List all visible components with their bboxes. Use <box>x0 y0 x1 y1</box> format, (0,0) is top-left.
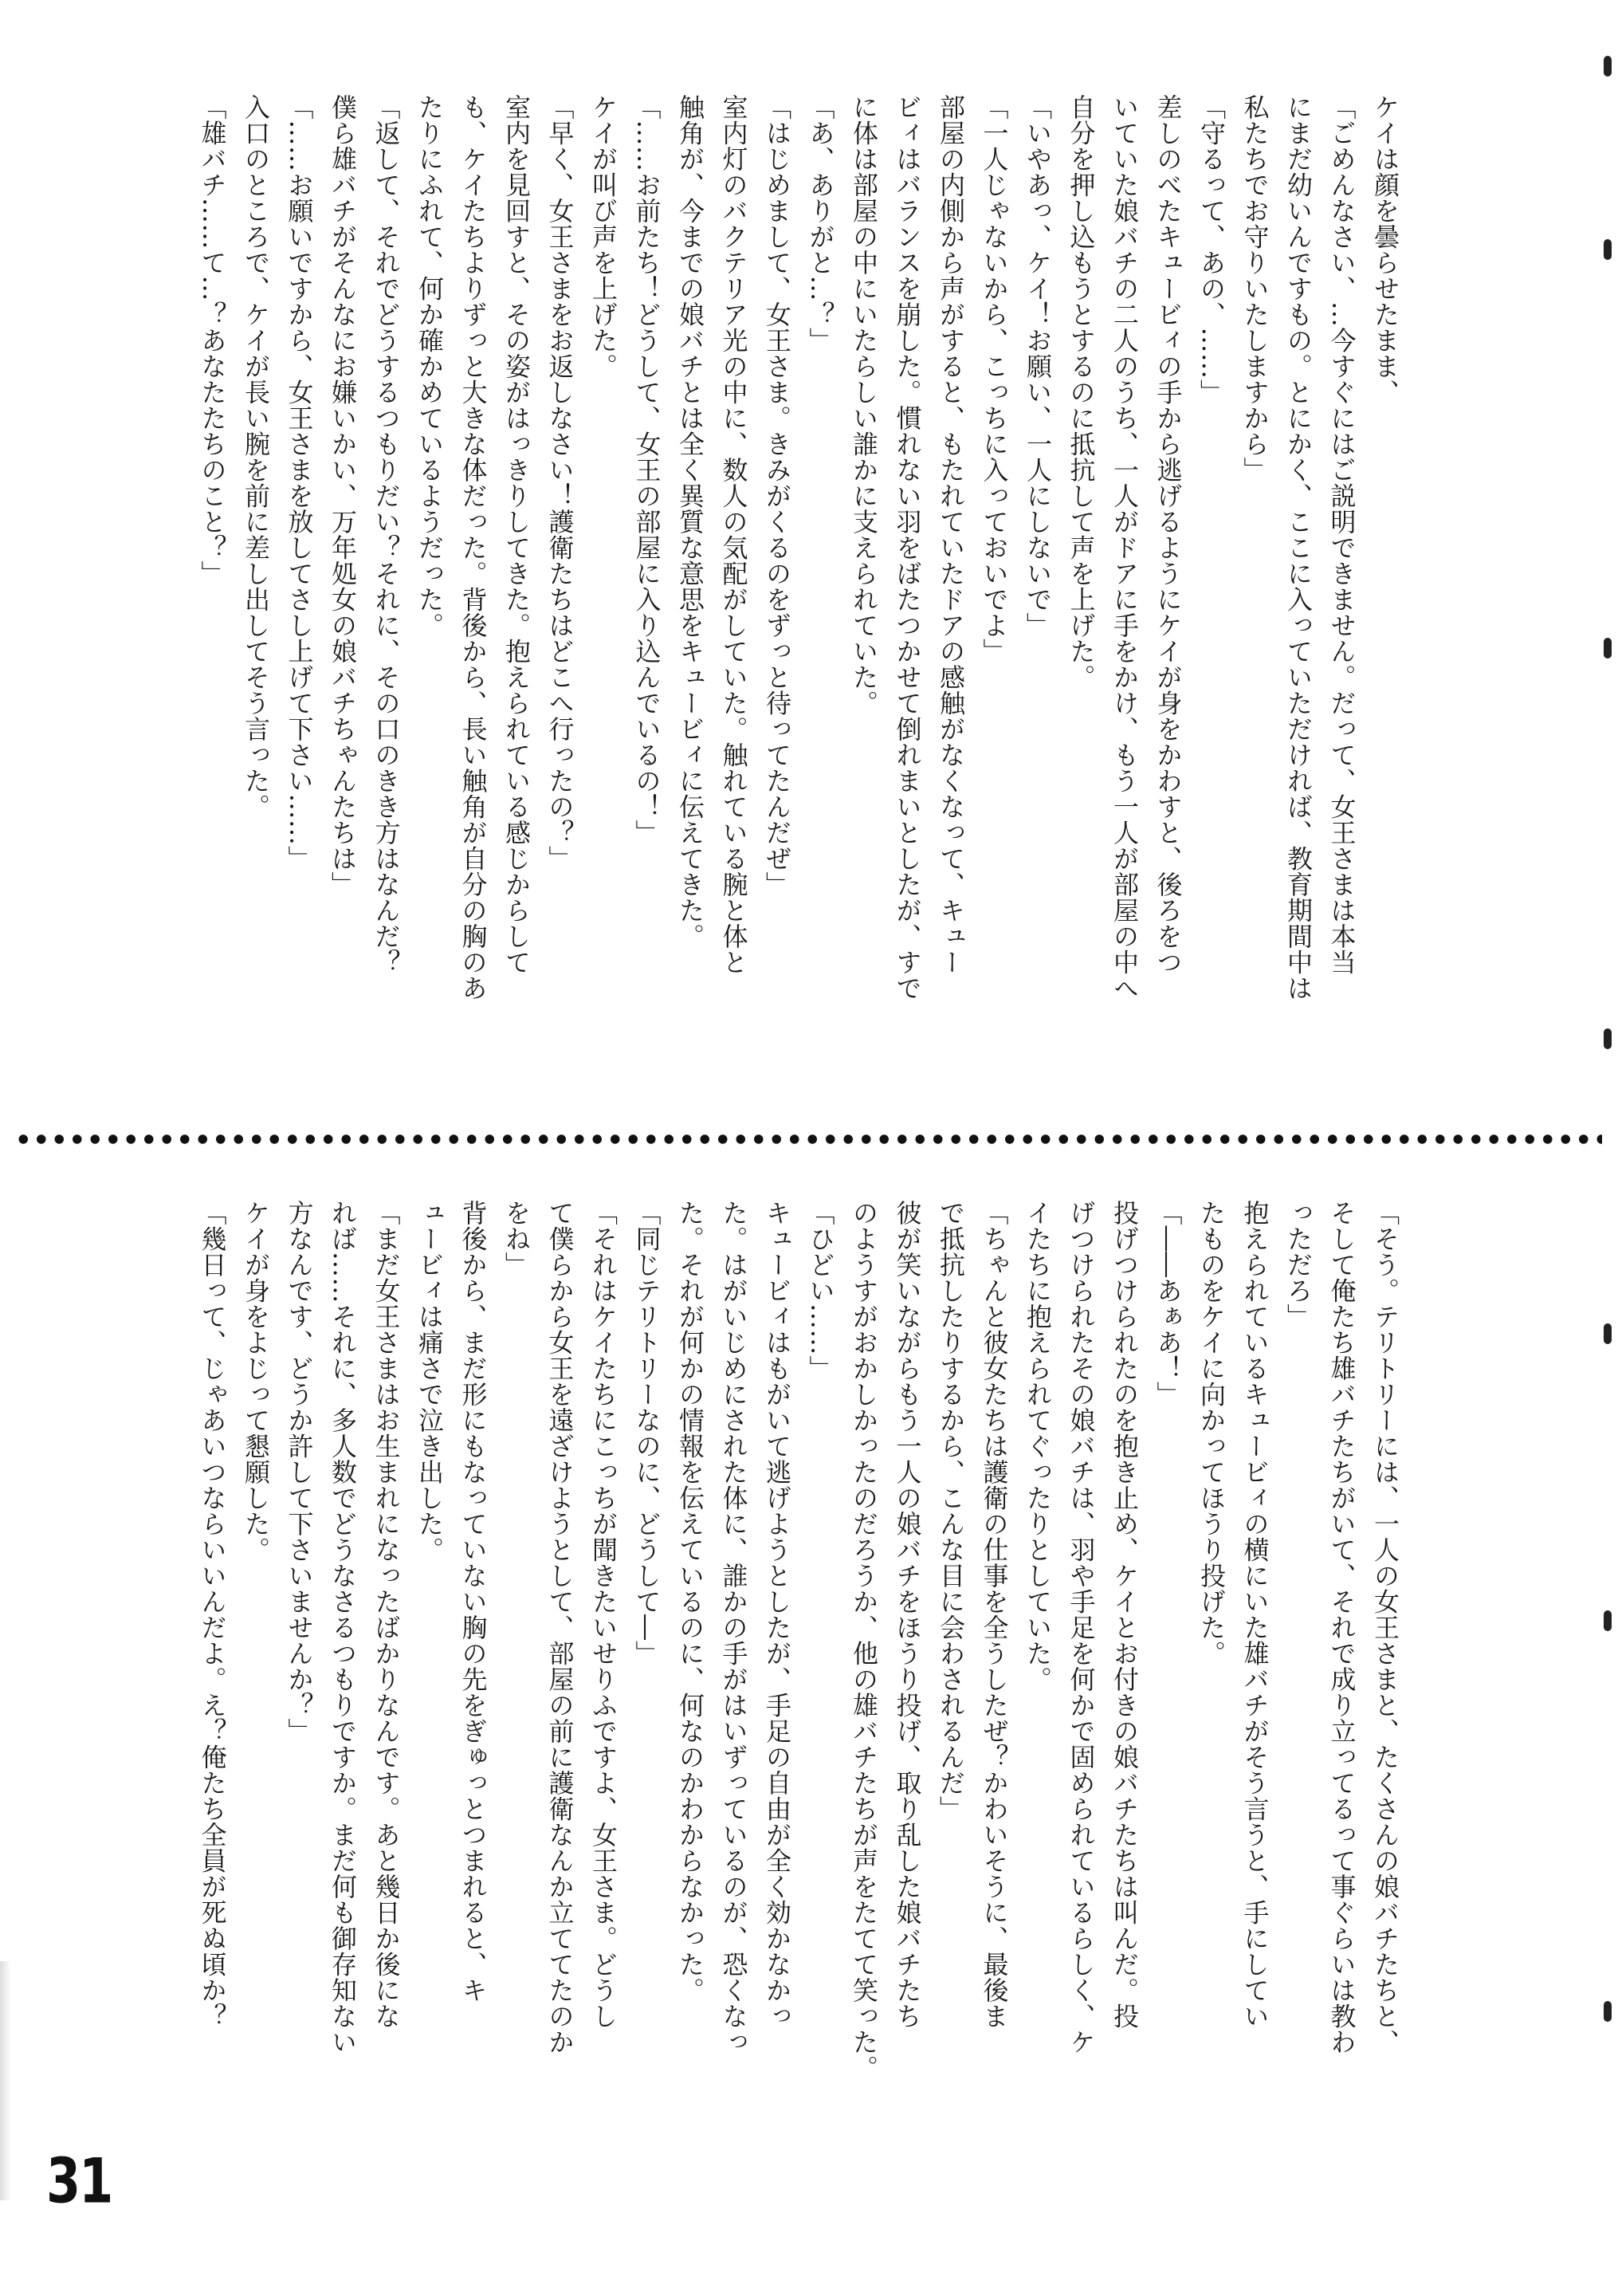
text-line: キュービィはもがいて逃げようとしたが、手足の自由が全く効かなかっ <box>762 1200 792 2029</box>
text-line: 「……お前たち！どうして、女王の部屋に入り込んでいるの！」 <box>631 94 662 846</box>
text-line: にまだ幼いんですもの。とにかく、ここに入っていただければ、教育期間中は <box>1283 94 1314 1001</box>
text-line: をね」 <box>501 1200 532 1278</box>
text-line: 「あ、ありがと…？」 <box>805 94 836 353</box>
text-line: たりにふれて、何か確かめているようだった。 <box>414 94 445 639</box>
text-block-bottom <box>190 1200 1407 2196</box>
text-line: 「――あぁあ！」 <box>1153 1200 1184 1407</box>
text-line: 「ちゃんと彼女たちは護衛の仕事を全うしたぜ？かわいそうに、最後ま <box>979 1200 1010 2029</box>
text-line: 背後から、まだ形にもなっていない胸の先をぎゅっとつまれると、キ <box>458 1200 489 2003</box>
text-line: イたちに抱えられてぐったりとしていた。 <box>1023 1200 1053 1693</box>
text-block-top <box>190 94 1407 1091</box>
text-line: 方なんです、どうか許して下さいませんか？」 <box>284 1200 315 1744</box>
text-line: 「それはケイたちにこっちが聞きたいせりふですよ、女王さま。どうし <box>588 1200 619 2029</box>
text-line: っただろ」 <box>1283 1200 1314 1330</box>
text-line: た。それが何かの情報を伝えているのに、何なのかわからなかった。 <box>675 1200 705 2003</box>
text-line: そして俺たち雄バチたちがいて、それで成り立ってるって事ぐらいは教わ <box>1326 1200 1357 2055</box>
text-line: ュービィは痛さで泣き出した。 <box>414 1200 445 1563</box>
scan-edge-shadow <box>0 1961 11 2200</box>
text-line: れば……それに、多人数でどうなさるつもりですか。まだ何も御存知ない <box>328 1200 358 2055</box>
text-line: 触角が、今までの娘バチとは全く異質な意思をキュービィに伝えてきた。 <box>675 94 705 949</box>
text-line: 「早く、女王さまをお返しなさい！護衛たちはどこへ行ったの？」 <box>544 94 575 871</box>
text-line: 「一人じゃないから、こっちに入っておいでよ」 <box>979 94 1010 664</box>
text-line: 投げつけられたのを抱き止め、ケイとお付きの娘バチたちは叫んだ。投 <box>1109 1200 1140 2029</box>
text-line: 「いやあっ、ケイ！お願い、一人にしないで」 <box>1023 94 1053 639</box>
text-line: 室内灯のバクテリア光の中に、数人の気配がしていた。触れている腕と体と <box>718 94 749 975</box>
text-line: も、ケイたちよりずっと大きな体だった。背後から、長い触角が自分の胸のあ <box>458 94 489 1001</box>
text-line: 「返して、それでどうするつもりだい？それに、その口のきき方はなんだ？ <box>371 94 402 975</box>
text-line: 抱えられているキュービィの横にいた雄バチがそう言うと、手にしてい <box>1239 1200 1270 2029</box>
text-line: で抵抗したりするから、こんな目に会わされるんだ」 <box>936 1200 966 1822</box>
text-line: ケイが身をよじって懇願した。 <box>241 1200 271 1563</box>
page-number: 31 <box>46 2145 112 2218</box>
text-line: げつけられたその娘バチは、羽や手足を何かで固められているらしく、ケ <box>1066 1200 1097 2055</box>
text-line: 入口のところで、ケイが長い腕を前に差し出してそう言った。 <box>241 94 271 820</box>
text-line: に体は部屋の中にいたらしい誰かに支えられていた。 <box>849 94 879 716</box>
text-line: 私たちでお守りいたしますから」 <box>1239 94 1270 483</box>
text-line: 「……お願いですから、女王さまを放してさし上げて下さい……」 <box>284 94 315 871</box>
text-line: 「ひどい……」 <box>805 1200 836 1382</box>
text-line: 「まだ女王さまはお生まれになったばかりなんです。あと幾日か後にな <box>371 1200 402 2029</box>
text-line: 彼が笑いながらもう一人の娘バチをほうり投げ、取り乱した娘バチたち <box>892 1200 923 2029</box>
text-line: ケイは顔を曇らせたまま、 <box>1370 94 1400 405</box>
text-line: たものをケイに向かってほうり投げた。 <box>1196 1200 1227 1666</box>
text-line: 「はじめまして、女王さま。きみがくるのをずっと待ってたんだぜ」 <box>762 94 792 898</box>
text-line: 「雄バチ……て…？あなたたちのこと？」 <box>197 94 228 587</box>
text-line: 室内を見回すと、その姿がはっきりしてきた。抱えられている感じからして <box>501 94 532 975</box>
text-line: た。はがいじめにされた体に、誰かの手がはいずっているのが、恐くなっ <box>718 1200 749 2055</box>
text-line: 「そう。テリトリーには、一人の女王さまと、たくさんの娘バチたちと、 <box>1370 1200 1400 2055</box>
text-line: ケイが叫び声を上げた。 <box>588 94 619 379</box>
text-line: 差しのべたキュービィの手から逃げるようにケイが身をかわすと、後ろをつ <box>1153 94 1184 975</box>
text-line: て僕らから女王を遠ざけようとして、部屋の前に護衛なんか立ててたのか <box>544 1200 575 2055</box>
text-line: 「守るって、あの、……」 <box>1196 94 1227 405</box>
dotted-divider <box>14 1134 1602 1145</box>
text-line: 「同じテリトリーなのに、どうして―」 <box>631 1200 662 1666</box>
text-line: 「ごめんなさい、…今すぐにはご説明できません。だって、女王さまは本当 <box>1326 94 1357 975</box>
scan-edge-marks <box>1586 0 1618 2296</box>
text-line: ビィはバランスを崩した。慣れない羽をばたつかせて倒れまいとしたが、すで <box>892 94 923 1001</box>
text-line: 「幾日って、じゃあいつならいいんだよ。え？俺たち全員が死ぬ頃か？ <box>197 1200 228 2029</box>
text-line: のようすがおかしかったのだろうか、他の雄バチたちが声をたてて笑った。 <box>849 1200 879 2081</box>
text-line: いていた娘バチの二人のうち、一人がドアに手をかけ、もう一人が部屋の中へ <box>1109 94 1140 1001</box>
text-line: 僕ら雄バチがそんなにお嫌いかい、万年処女の娘バチちゃんたちは」 <box>328 94 358 898</box>
text-line: 自分を押し込もうとするのに抵抗して声を上げた。 <box>1066 94 1097 690</box>
text-line: 部屋の内側から声がすると、もたれていたドアの感触がなくなって、キュー <box>936 94 966 975</box>
